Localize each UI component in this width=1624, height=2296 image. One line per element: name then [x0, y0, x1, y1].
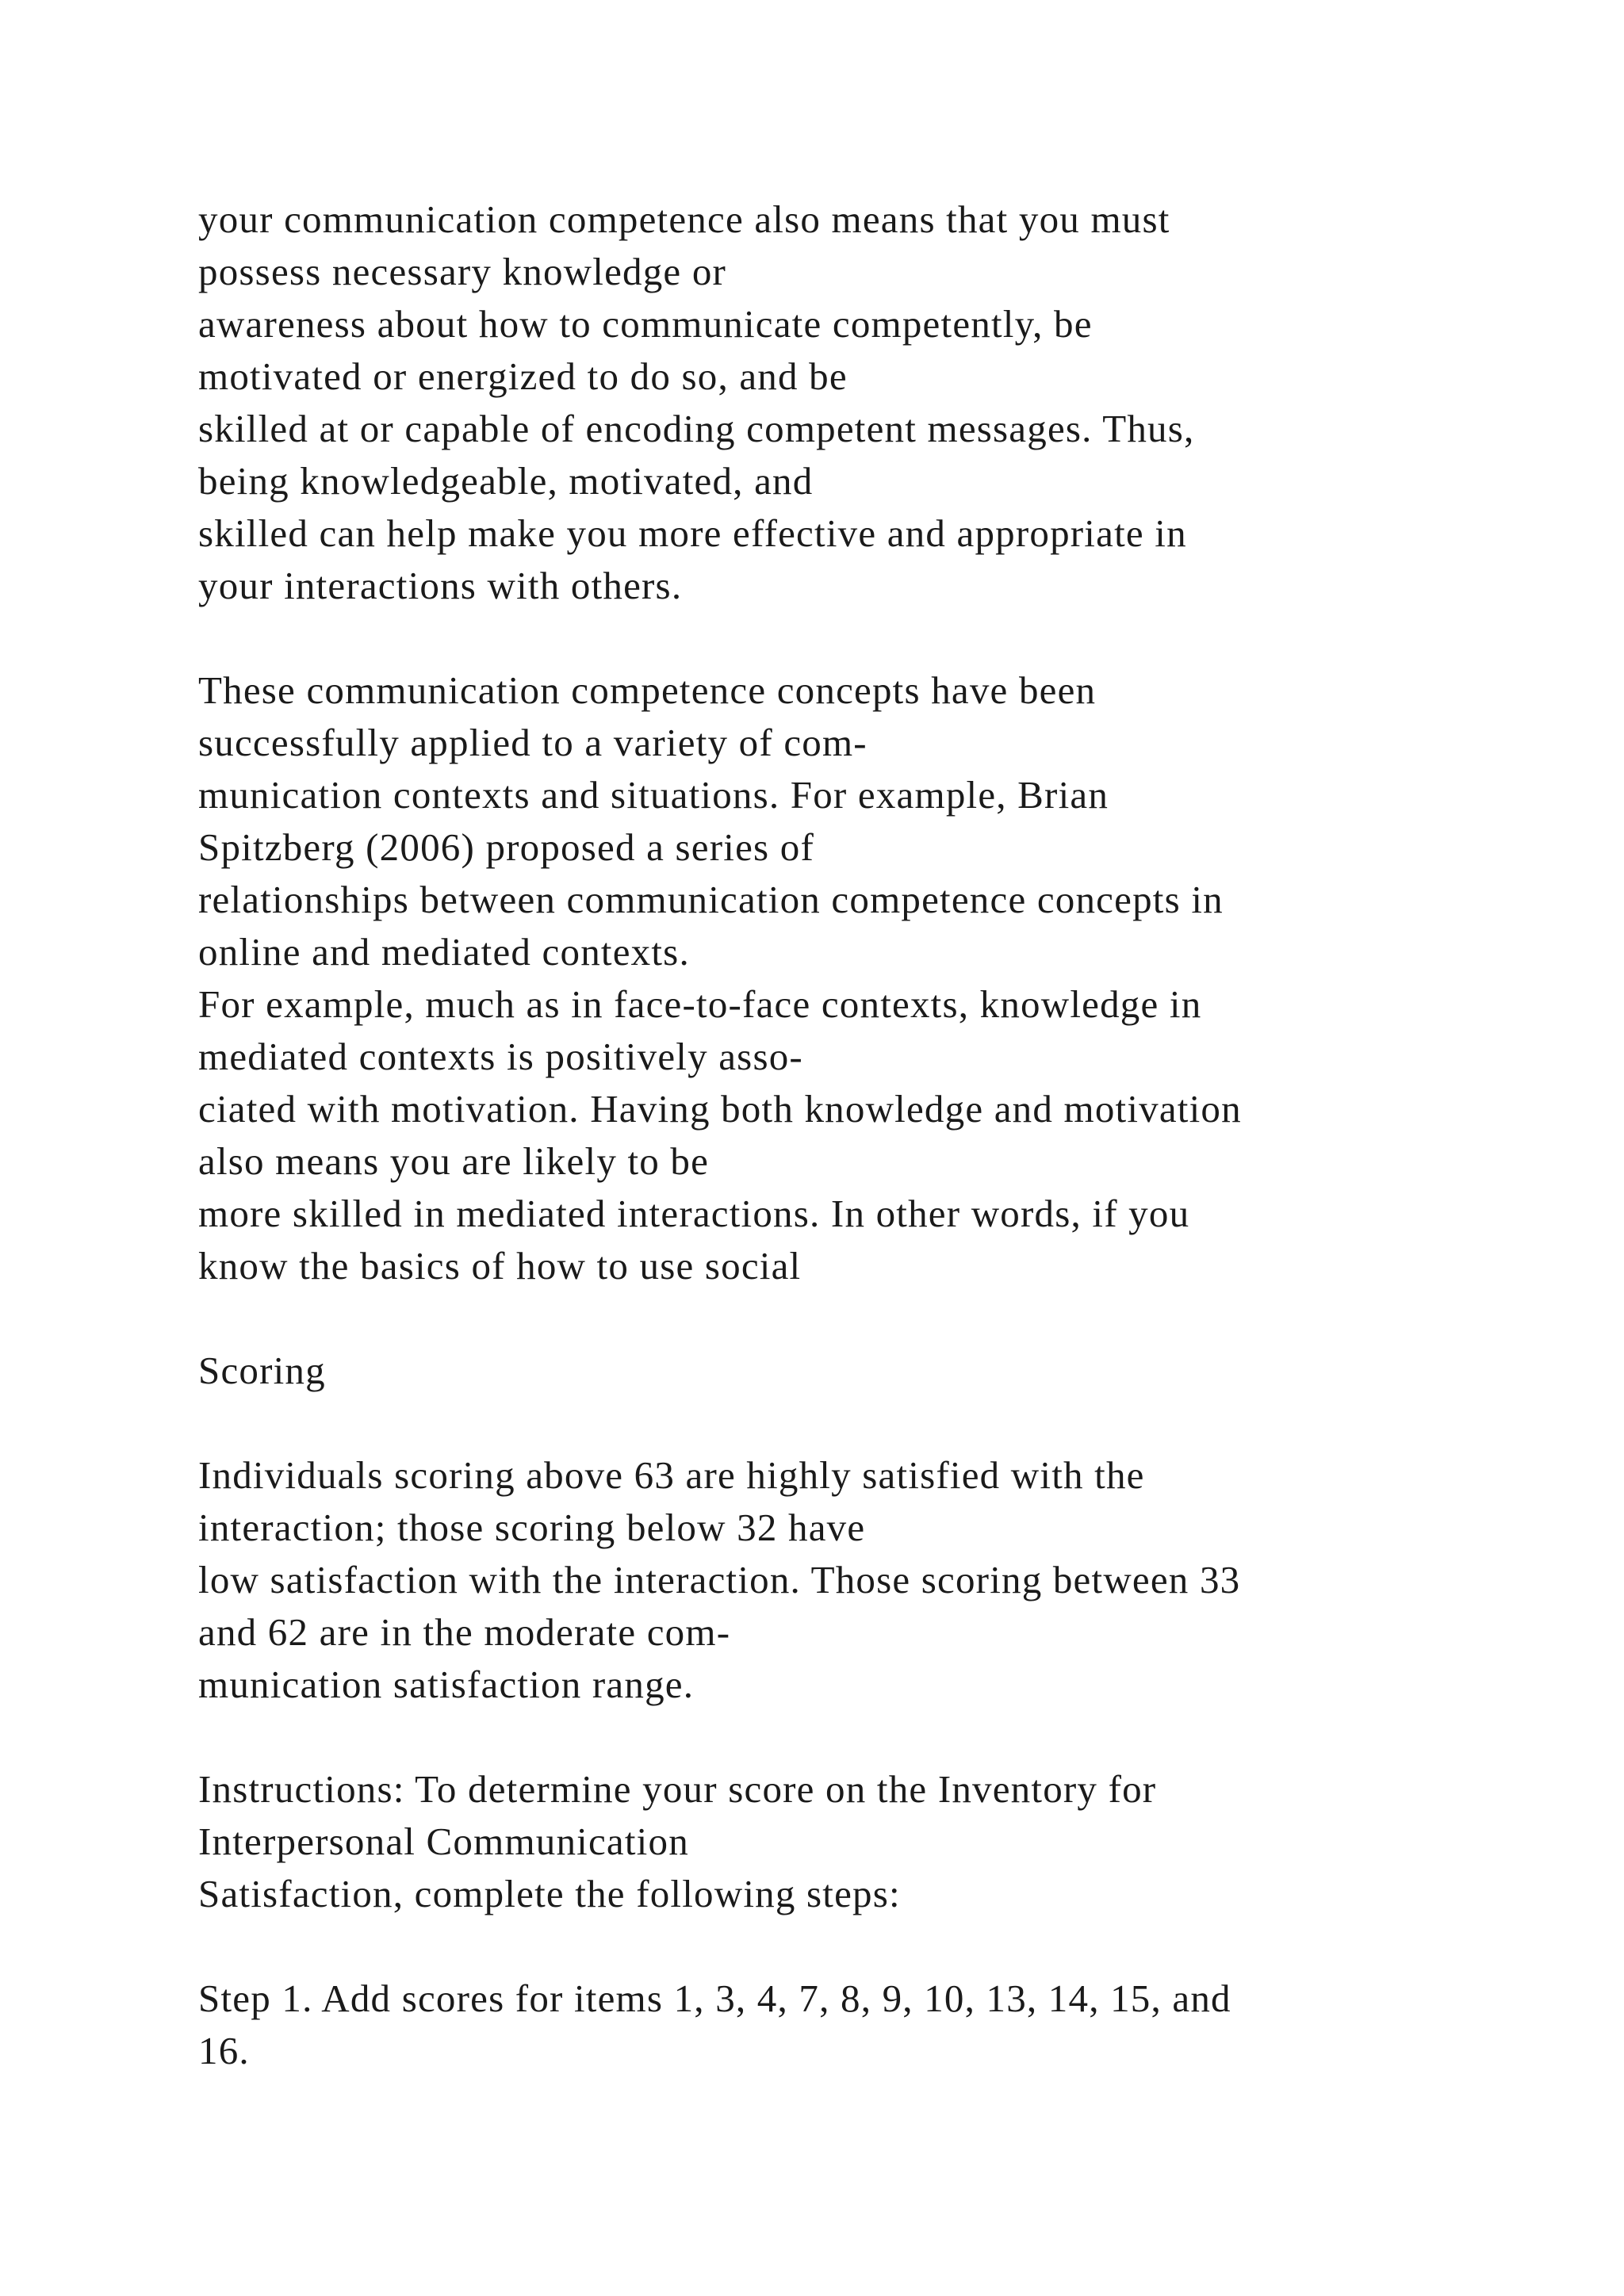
- text-line: Individuals scoring above 63 are highly satisfied with the: [198, 1453, 1145, 1497]
- text-line: motivated or energized to do so, and be: [198, 354, 848, 398]
- text-line: interaction; those scoring below 32 have: [198, 1506, 866, 1549]
- text-line: and 62 are in the moderate com-: [198, 1610, 731, 1654]
- text-line: mediated contexts is positively asso-: [198, 1035, 803, 1078]
- scoring-heading: Scoring: [198, 1349, 326, 1392]
- text-line: munication contexts and situations. For example, Brian: [198, 773, 1109, 817]
- text-line: Step 1. Add scores for items 1, 3, 4, 7, 8, 9, 10, 13, 14, 15, and: [198, 1976, 1231, 2020]
- text-line: Instructions: To determine your score on the Inventory for: [198, 1767, 1157, 1811]
- document-text: [198, 193, 1546, 2077]
- paragraph-spacer: [198, 1920, 1546, 1973]
- paragraph-spacer: [198, 1292, 1546, 1345]
- text-line: Satisfaction, complete the following steps:: [198, 1872, 901, 1915]
- text-line: your interactions with others.: [198, 564, 683, 607]
- text-line: know the basics of how to use social: [198, 1244, 802, 1288]
- text-line: also means you are likely to be: [198, 1139, 710, 1183]
- text-line: relationships between communication competence concepts in: [198, 878, 1224, 921]
- text-line: munication satisfaction range.: [198, 1663, 695, 1706]
- text-line: more skilled in mediated interactions. In other words, if you: [198, 1192, 1190, 1235]
- text-line: online and mediated contexts.: [198, 930, 690, 974]
- text-line: For example, much as in face-to-face contexts, knowledge in: [198, 982, 1202, 1026]
- text-line: being knowledgeable, motivated, and: [198, 459, 814, 503]
- text-line: low satisfaction with the interaction. Those scoring between 33: [198, 1558, 1241, 1601]
- paragraph-scoring-ranges: [198, 1449, 1546, 1711]
- paragraph-competence-contexts: [198, 664, 1546, 1292]
- text-line: awareness about how to communicate competently, be: [198, 302, 1093, 346]
- paragraph-spacer: [198, 1397, 1546, 1449]
- paragraph-spacer: [198, 612, 1546, 664]
- text-line: Spitzberg (2006) proposed a series of: [198, 825, 814, 869]
- paragraph-spacer: [198, 1711, 1546, 1763]
- paragraph-instructions: [198, 1763, 1546, 1920]
- text-line: ciated with motivation. Having both knowledge and motivation: [198, 1087, 1242, 1131]
- text-line: skilled at or capable of encoding competent messages. Thus,: [198, 407, 1195, 450]
- paragraph-step-1: [198, 1973, 1546, 2077]
- text-line: possess necessary knowledge or: [198, 250, 727, 293]
- paragraph-competence-knowledge: [198, 193, 1546, 612]
- text-line: successfully applied to a variety of com-: [198, 721, 868, 764]
- text-line: Interpersonal Communication: [198, 1820, 689, 1863]
- text-line: your communication competence also means that you must: [198, 197, 1170, 241]
- text-line: skilled can help make you more effective and appropriate in: [198, 511, 1187, 555]
- text-line: 16.: [198, 2029, 250, 2072]
- text-line: These communication competence concepts have been: [198, 668, 1097, 712]
